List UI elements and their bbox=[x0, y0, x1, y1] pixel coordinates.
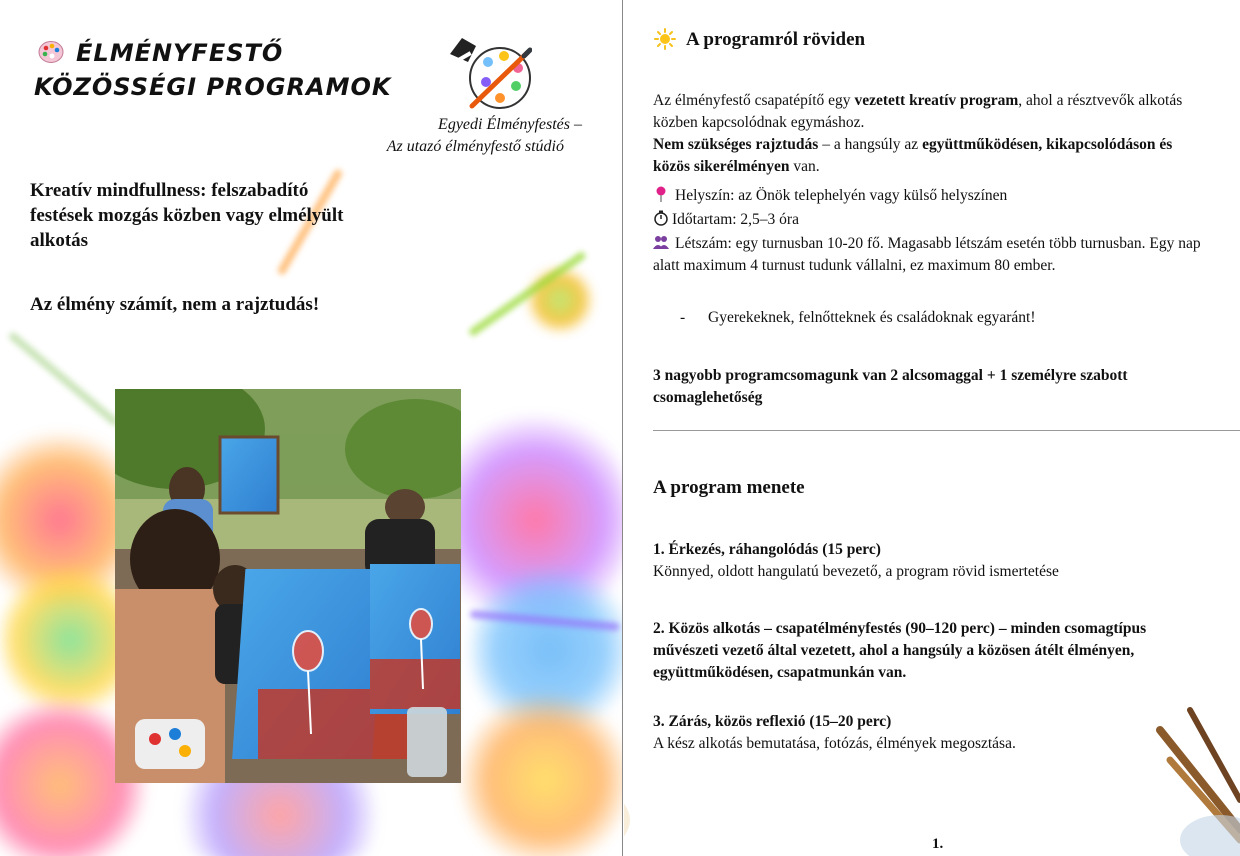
pin-icon bbox=[653, 186, 669, 202]
stopwatch-icon bbox=[653, 210, 669, 226]
people-icon bbox=[653, 234, 669, 250]
step-3-title: 3. Zárás, közös reflexió (15–20 perc) bbox=[653, 713, 892, 730]
motto: Az élmény számít, nem a rajztudás! bbox=[30, 294, 320, 315]
duration-text: Időtartam: 2,5–3 óra bbox=[672, 211, 799, 228]
page-number: 1. bbox=[932, 836, 944, 852]
step-2-title: 2. Közös alkotás – csapatélményfestés (90–120 perc) – minden csomagtípus művészeti vezető által vezetett, ahol a hangsúly a közösen átélt élményen, együttműködésen, csapatmunkán van. bbox=[653, 620, 1147, 681]
brand-title: ÉLMÉNYFESTŐ KÖZÖSSÉGI PROGRAMOK bbox=[34, 39, 392, 101]
tagline bbox=[340, 114, 582, 158]
intro-paragraph bbox=[653, 90, 1213, 178]
audience-line bbox=[680, 307, 1200, 329]
flow-heading: A program menete bbox=[653, 477, 805, 498]
tagline-line-2: Az utazó élményfestő stúdió bbox=[386, 138, 564, 155]
headcount-line bbox=[653, 233, 1213, 277]
duration-line bbox=[653, 209, 1213, 231]
lead-text: Kreatív mindfullness: felszabadító festések mozgás közben vagy elmélyült alkotás bbox=[30, 180, 344, 251]
intro-bold: vezetett kreatív program bbox=[854, 92, 1019, 109]
step-3-text: A kész alkotás bemutatása, fotózás, élmények megosztása. bbox=[653, 735, 1016, 752]
no-skill-rest: – a hangsúly az bbox=[818, 136, 923, 153]
tagline-line-1: Egyedi Élményfestés – bbox=[438, 116, 582, 133]
brushes-decoration-left bbox=[624, 760, 630, 856]
headcount-text: Létszám: egy turnusban 10-20 fő. Magasabb létszám esetén több turnusban. Egy nap alatt maximum 4 turnust tudunk vállalni, ez maximum 80 ember. bbox=[653, 235, 1201, 274]
page-divider bbox=[622, 0, 623, 856]
overview-heading: A programról röviden bbox=[686, 29, 866, 50]
painting-workshop-photo bbox=[115, 389, 461, 783]
audience-bullet: - bbox=[680, 309, 686, 326]
right-page bbox=[624, 0, 1240, 856]
audience-text: Gyerekeknek, felnőtteknek és családoknak egyaránt! bbox=[708, 309, 1036, 326]
section-rule bbox=[653, 430, 1240, 431]
step-1-text: Könnyed, oldott hangulatú bevezető, a program rövid ismertetése bbox=[653, 563, 1059, 580]
location-text: Helyszín: az Önök telephelyén vagy külső helyszínen bbox=[675, 187, 1008, 204]
focus-end: van. bbox=[789, 158, 820, 175]
no-skill-bold: Nem szükséges rajztudás bbox=[653, 136, 819, 153]
sun-icon bbox=[654, 28, 676, 50]
packages-text: 3 nagyobb programcsomagunk van 2 alcsomaggal + 1 személyre szabott csomaglehetőség bbox=[653, 367, 1128, 406]
intro-text-1: Az élményfestő csapatépítő egy bbox=[653, 92, 851, 109]
logo-palette-icon bbox=[448, 36, 532, 112]
location-line bbox=[653, 185, 1213, 207]
intro-text-2: , ahol a résztvevők alkotás közben kapcsolódnak egymáshoz. bbox=[653, 92, 1183, 131]
focus-bold: együttműködésen, kikapcsolódáson és közös sikerélményen bbox=[653, 136, 1173, 175]
step-1-title: 1. Érkezés, ráhangolódás (15 perc) bbox=[653, 541, 881, 558]
